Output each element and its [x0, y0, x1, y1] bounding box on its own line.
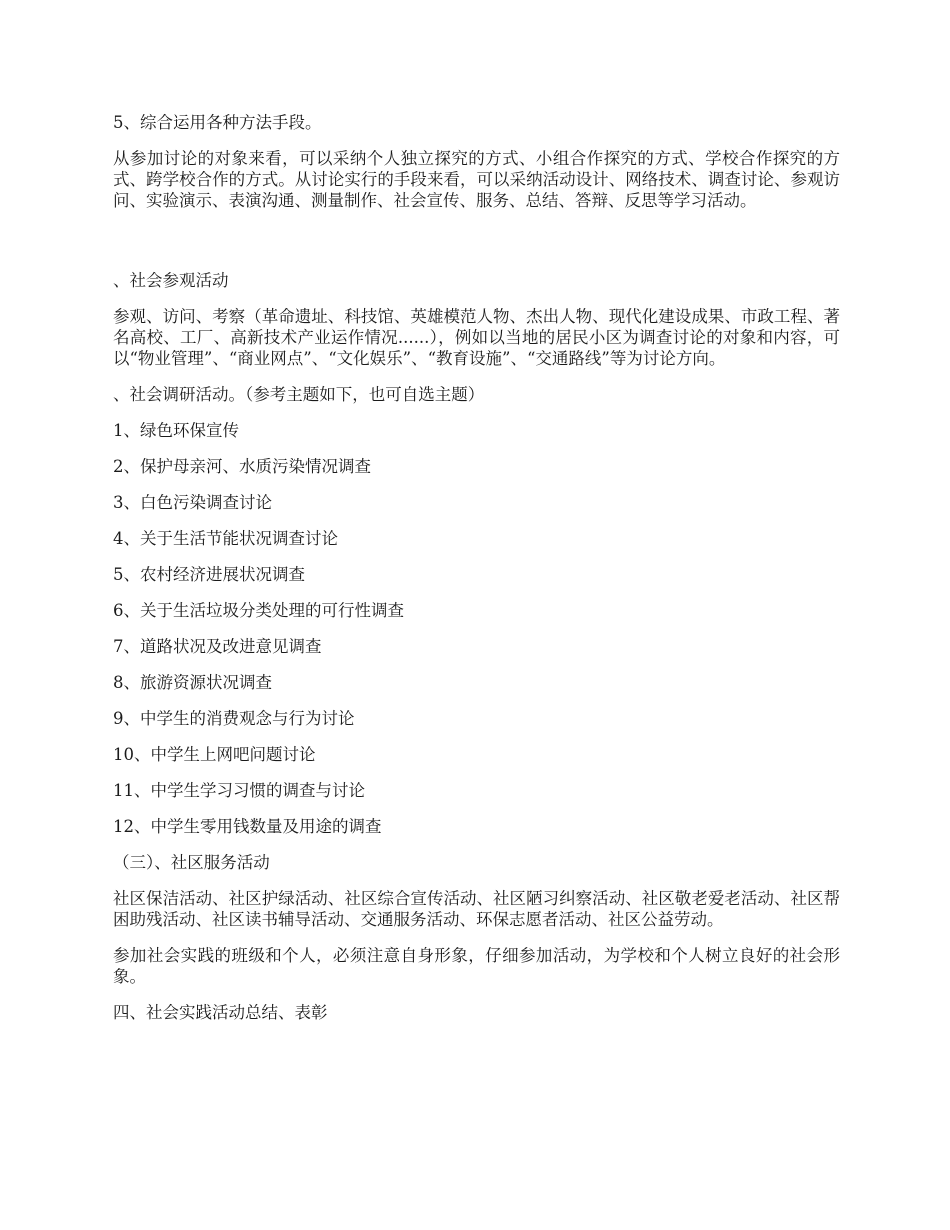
list-item: 2、保护母亲河、水质污染情况调查 [113, 457, 371, 476]
paragraph-visit-body: 参观、访问、考察（革命遗址、科技馆、英雄模范人物、杰出人物、现代化建设成果、市政工程、著名高校、工厂、高新技术产业运作情况......），例如以当地的居民小区为调查讨论的对象和内容，可以“物业管理”、“商业网点”、“文化娱乐”、“教育设施”、“交通路线”等为讨论方向。 [113, 307, 840, 368]
section-heading-summary: 四、社会实践活动总结、表彰 [113, 1003, 328, 1022]
list-item: 5、农村经济进展状况调查 [113, 565, 305, 584]
section-heading-community: （三）、社区服务活动 [113, 853, 270, 872]
paragraph-community-body: 社区保洁活动、社区护绿活动、社区综合宣传活动、社区陋习纠察活动、社区敬老爱老活动、社区帮困助残活动、社区读书辅导活动、交通服务活动、环保志愿者活动、社区公益劳动。 [113, 889, 840, 929]
list-item: 1、绿色环保宣传 [113, 421, 239, 440]
list-item: 10、中学生上网吧问题讨论 [113, 745, 316, 764]
list-item: 7、道路状况及改进意见调查 [113, 637, 322, 656]
paragraph-method-body: 从参加讨论的对象来看，可以采纳个人独立探究的方式、小组合作探究的方式、学校合作探究的方式、跨学校合作的方式。从讨论实行的手段来看，可以采纳活动设计、网络技术、调查讨论、参观访问、实验演示、表演沟通、测量制作、社会宣传、服务、总结、答辩、反思等学习活动。 [113, 149, 840, 210]
document-page [113, 112, 840, 1038]
list-item: 4、关于生活节能状况调查讨论 [113, 529, 338, 548]
section-heading-research: 、社会调研活动。（参考主题如下，也可自选主题） [113, 385, 485, 404]
list-item: 11、中学生学习习惯的调查与讨论 [113, 781, 365, 800]
paragraph-conduct-note: 参加社会实践的班级和个人，必须注意自身形象，仔细参加活动，为学校和个人树立良好的社会形象。 [113, 946, 840, 986]
list-item: 9、中学生的消费观念与行为讨论 [113, 709, 355, 728]
section-heading-visit: 、社会参观活动 [113, 271, 229, 290]
list-item: 3、白色污染调查讨论 [113, 493, 272, 512]
list-item: 6、关于生活垃圾分类处理的可行性调查 [113, 601, 404, 620]
list-item: 12、中学生零用钱数量及用途的调查 [113, 817, 382, 836]
paragraph-method-heading: 5、综合运用各种方法手段。 [113, 113, 322, 132]
list-item: 8、旅游资源状况调查 [113, 673, 272, 692]
